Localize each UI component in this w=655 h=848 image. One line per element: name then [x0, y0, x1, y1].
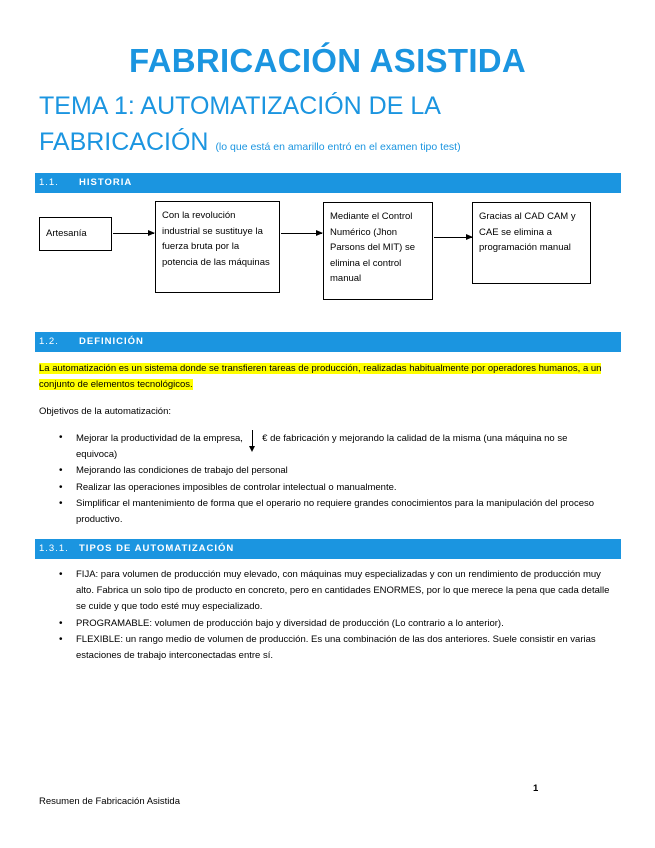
tema-title-line1: TEMA 1: AUTOMATIZACIÓN DE LA — [39, 92, 441, 120]
list-item: • Simplificar el mantenimiento de forma que el operario no requiere grandes conocimientos para la manipulación del proceso productivo. — [59, 496, 611, 528]
flow-box-cad-cam: Gracias al CAD CAM y CAE se elimina a programación manual — [472, 202, 591, 284]
flow-arrow — [113, 233, 154, 234]
objetivos-list — [59, 430, 611, 528]
section-header-historia — [35, 173, 621, 193]
section-title: HISTORIA — [79, 177, 133, 188]
list-item: • PROGRAMABLE: volumen de producción bajo y diversidad de producción (Lo contrario a lo anterior). — [59, 616, 611, 632]
flow-arrow — [434, 237, 472, 238]
section-number: 1.3.1. — [39, 543, 69, 554]
list-item: • FLEXIBLE: un rango medio de volumen de producción. Es una combinación de las dos anteriores. Suele consistir en varias estaciones de trabajo interconectadas entre sí. — [59, 632, 611, 664]
tema-note: (lo que está en amarillo entró en el examen tipo test) — [215, 141, 461, 153]
flow-arrow — [281, 233, 322, 234]
arrow-down-icon — [247, 430, 259, 444]
list-item — [59, 430, 611, 463]
definicion-paragraph — [39, 361, 611, 393]
footer-text: Resumen de Fabricación Asistida — [39, 796, 180, 807]
section-number: 1.2. — [39, 336, 59, 347]
list-item: • FIJA: para volumen de producción muy elevado, con máquinas muy especializadas y con un rendimiento de producción muy alto. Fabrica un solo tipo de producto en concreto, pero en cantidades ENORMES, por lo que merece la pena que cada detalle se cuide y que todo esté muy especializado. — [59, 567, 611, 616]
page-number: 1 — [533, 783, 539, 794]
tema-title-line2 — [39, 128, 461, 157]
objetivos-label: Objetivos de la automatización: — [39, 406, 172, 417]
section-number: 1.1. — [39, 177, 59, 188]
list-item: • Mejorando las condiciones de trabajo del personal — [59, 463, 611, 479]
highlighted-definition: La automatización es un sistema donde se transfieren tareas de producción, realizadas habitualmente por operadores humanos, a un conjunto de elementos tecnológicos. — [39, 363, 602, 390]
flow-box-control-numerico: Mediante el Control Numérico (Jhon Parsons del MIT) se elimina el control manual — [323, 202, 433, 300]
list-item-text: Mejorar la productividad de la empresa, — [76, 433, 243, 444]
section-title: TIPOS DE AUTOMATIZACIÓN — [79, 543, 235, 554]
flow-box-artesania: Artesanía — [39, 217, 112, 251]
list-item-text: € de fabricación y mejorando la calidad de la misma (una máquina no se equivoca) — [76, 433, 568, 461]
section-title: DEFINICIÓN — [79, 336, 144, 347]
list-item: • Realizar las operaciones imposibles de controlar intelectual o manualmente. — [59, 480, 611, 496]
section-header-definicion — [35, 332, 621, 352]
tema-title-word: FABRICACIÓN — [39, 128, 209, 156]
flow-box-revolucion: Con la revolución industrial se sustituye la fuerza bruta por la potencia de las máquinas — [155, 201, 280, 293]
section-header-tipos — [35, 539, 621, 559]
tipos-list — [59, 567, 611, 664]
document-title: FABRICACIÓN ASISTIDA — [128, 42, 527, 79]
